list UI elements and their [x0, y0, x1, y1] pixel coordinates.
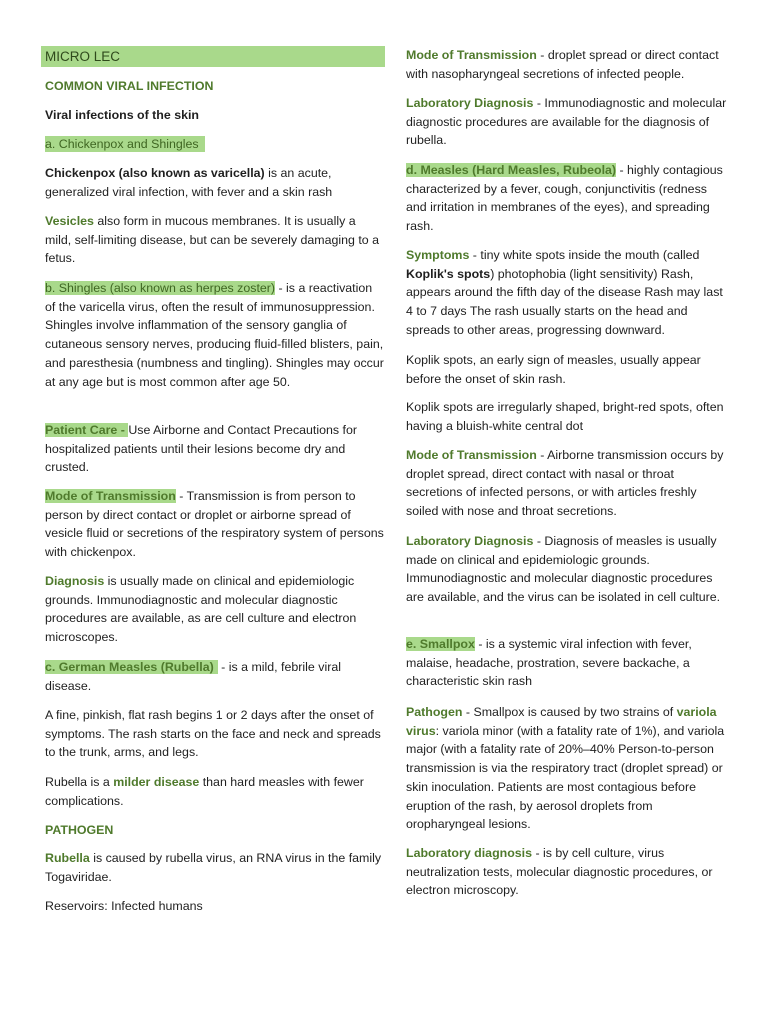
smallpox-pathogen-pre: - Smallpox is caused by two strains of: [462, 705, 677, 719]
shingles-text: - is a reactivation of the varicella virus, often the result of immunosuppression. Shingles involve inflammation of the sensory ganglia of cutaneous sensory nerves, producing fluid-filled blisters, pain, and paresthesia (numbness and tingling). Shingles may occur at any age but is most common after age 50.: [45, 281, 384, 389]
chickenpox-definition: is an acute, generalized viral infection, with fever and a skin rash: [45, 166, 333, 199]
measles-transmission-heading: Mode of Transmission: [406, 448, 537, 462]
smallpox-pathogen-post: : variola minor (with a fatality rate of 1%), and variola major (with a fatality rate of 20%–40% Person-to-person transmission is via the respiratory tract (droplet spread) or skin inoculation. Patients are most contagious before eruption of the rash, by aerosol droplets from oropharyngeal lesions.: [406, 723, 725, 832]
symptoms-heading: Symptoms: [406, 248, 470, 262]
rubella-term: Rubella: [45, 851, 90, 865]
patient-care-text: Use Airborne and Contact Precautions for hospitalized patients until their lesions become dry and crusted.: [45, 423, 357, 475]
smallpox-pathogen-paragraph: [406, 703, 728, 834]
chickenpox-heading-line: [45, 135, 385, 154]
pathogen-heading: PATHOGEN: [45, 823, 114, 837]
smallpox-heading: e. Smallpox: [406, 637, 475, 651]
rubella-text: - is a mild, febrile viral disease.: [45, 660, 341, 693]
smallpox-paragraph: [406, 635, 728, 691]
vesicles-term: Vesicles: [45, 214, 94, 228]
measles-lab-text: - Diagnosis of measles is usually made on clinical and epidemiologic grounds. Immunodiagnostic and molecular diagnostic procedures are available, and the virus can be isolated in cell culture.: [406, 534, 721, 605]
measles-paragraph: [406, 161, 728, 236]
rubella-pathogen-text: is caused by rubella virus, an RNA virus in the family Togaviridae.: [45, 851, 382, 884]
reservoirs-paragraph: Reservoirs: Infected humans: [45, 899, 203, 913]
rubella-lab-text: - Immunodiagnostic and molecular diagnostic procedures are available for the diagnosis of rubella.: [406, 96, 727, 148]
rubella-transmission-text: - droplet spread or direct contact with nasopharyngeal secretions of infected people.: [406, 48, 719, 81]
section-heading: COMMON VIRAL INFECTION: [45, 79, 214, 93]
milder-pre: Rubella is a: [45, 775, 114, 789]
subsection-heading: Viral infections of the skin: [45, 108, 199, 122]
measles-lab-paragraph: [406, 532, 728, 607]
rubella-pathogen-paragraph: [45, 849, 385, 886]
chickenpox-intro: [45, 164, 385, 201]
rubella-milder-paragraph: [45, 773, 385, 810]
transmission-text: - Transmission is from person to person by direct contact or droplet or airborne spread of vesicle fluid or secretions of the respiratory system of persons with chickenpox.: [45, 489, 384, 560]
measles-symptoms-paragraph: [406, 246, 728, 340]
diagnosis-paragraph: [45, 572, 385, 647]
rubella-lab-paragraph: [406, 94, 728, 150]
rubella-lab-heading: Laboratory Diagnosis: [406, 96, 534, 110]
koplik-spots-term: Koplik's spots: [406, 266, 491, 281]
rubella-transmission-paragraph: [406, 46, 728, 83]
milder-post: than hard measles with fewer complications.: [45, 775, 364, 808]
patient-care-paragraph: [45, 421, 385, 477]
transmission-heading: Mode of Transmission: [45, 489, 176, 503]
smallpox-lab-paragraph: [406, 844, 728, 900]
symptoms-pre: - tiny white spots inside the mouth (called: [469, 248, 700, 262]
rubella-rash-paragraph: A fine, pinkish, flat rash begins 1 or 2 days after the onset of symptoms. The rash starts on the face and neck and spreads to the trunk, arms, and legs.: [45, 708, 381, 760]
diagnosis-text: is usually made on clinical and epidemiologic grounds. Immunodiagnostic and molecular diagnostic procedures are available, as are cell culture and electron microscopes.: [45, 574, 357, 645]
measles-transmission-text: - Airborne transmission occurs by droplet spread, direct contact with nasal or throat secretions of infected persons, or with articles freshly soiled with nose and throat secretions.: [406, 448, 724, 519]
symptoms-post: ) photophobia (light sensitivity) Rash, appears around the fifth day of the disease Rash may last 4 to 7 days The rash usually starts on the head and spreads to other areas, progressing downward.: [406, 266, 723, 337]
diagnosis-term: Diagnosis: [45, 574, 105, 588]
shingles-paragraph: [45, 279, 385, 391]
smallpox-pathogen-heading: Pathogen: [406, 705, 463, 719]
rubella-heading: c. German Measles (Rubella): [45, 660, 218, 674]
patient-care-heading: Patient Care -: [45, 423, 129, 437]
measles-transmission-paragraph: [406, 446, 728, 521]
smallpox-lab-heading: Laboratory diagnosis: [406, 846, 532, 860]
vesicles-paragraph: [45, 212, 385, 268]
rubella-transmission-heading: Mode of Transmission: [406, 48, 537, 62]
document-title: MICRO LEC: [41, 46, 385, 67]
smallpox-text: - is a systemic viral infection with fever, malaise, headache, prostration, severe backache, a characteristic skin rash: [406, 637, 692, 689]
milder-disease-term: milder disease: [113, 775, 200, 789]
variola-virus-term: variola virus: [406, 705, 717, 738]
measles-lab-heading: Laboratory Diagnosis: [406, 534, 534, 548]
koplik-paragraph-2: Koplik spots are irregularly shaped, bright-red spots, often having a bluish-white central dot: [406, 400, 724, 433]
smallpox-lab-text: - is by cell culture, virus neutralization tests, molecular diagnostic procedures, or electron microscopy.: [406, 846, 713, 898]
chickenpox-heading: a. Chickenpox and Shingles: [45, 136, 205, 152]
chickenpox-term: Chickenpox (also known as varicella): [45, 166, 265, 180]
transmission-paragraph: [45, 487, 385, 562]
measles-text: - highly contagious characterized by a fever, cough, conjunctivitis (redness and irritation in membranes of the eyes), and spreading rash.: [406, 163, 723, 234]
shingles-heading: b. Shingles (also known as herpes zoster): [45, 281, 276, 295]
vesicles-text: also form in mucous membranes. It is usually a mild, self-limiting disease, but can be severely damaging to a fetus.: [45, 214, 380, 266]
measles-heading: d. Measles (Hard Measles, Rubeola): [406, 163, 617, 177]
koplik-paragraph-1: Koplik spots, an early sign of measles, usually appear before the onset of skin rash.: [406, 353, 701, 386]
rubella-paragraph: [45, 658, 385, 695]
